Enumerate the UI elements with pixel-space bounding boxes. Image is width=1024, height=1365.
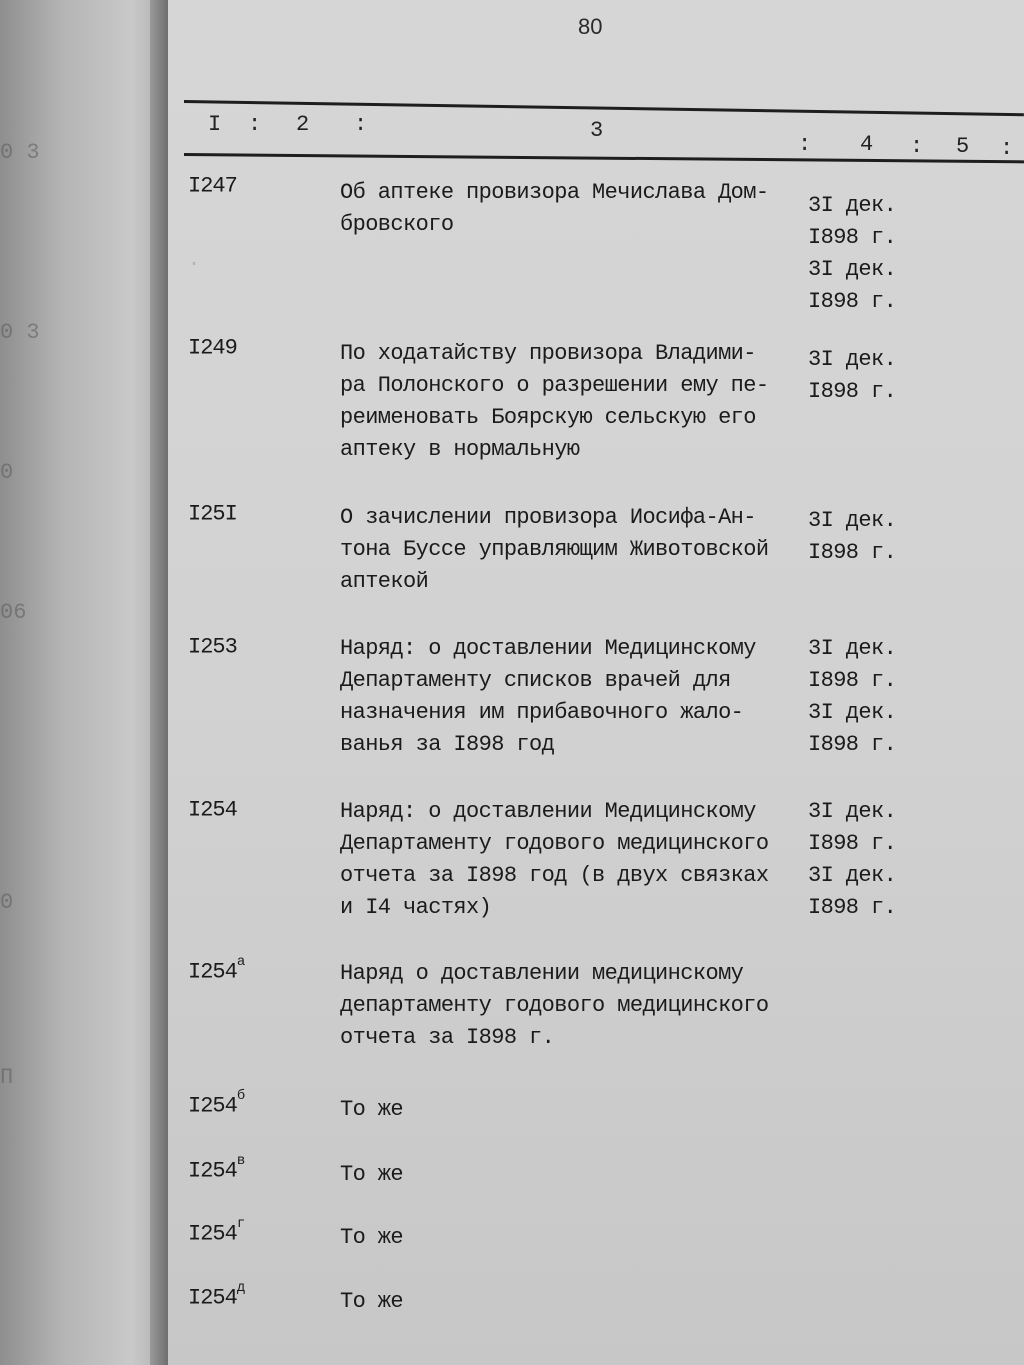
- item-number: I25I: [188, 501, 237, 527]
- left-page-bleed: П: [0, 1065, 14, 1090]
- column-separator: :: [248, 112, 262, 137]
- left-page-bleed: 0 3: [0, 320, 40, 345]
- column-header-3: 3: [590, 118, 604, 143]
- column-header-5: 5: [956, 134, 970, 159]
- item-number: I254: [188, 797, 237, 823]
- item-number: I253: [188, 634, 237, 660]
- archive-page: [168, 0, 1024, 1365]
- header-bottom-rule: [184, 153, 1024, 163]
- column-header-2: 2: [296, 112, 310, 137]
- item-dates: 3I дек. I898 г. 3I дек. I898 г.: [808, 193, 897, 314]
- column-header-1: I: [208, 112, 222, 137]
- item-dates: 3I дек. I898 г.: [808, 508, 897, 565]
- left-page-bleed: 0: [0, 460, 14, 485]
- item-dates: 3I дек. I898 г. 3I дек. I898 г.: [808, 636, 897, 757]
- item-title: Наряд: о доставлении Медицинскому Департаменту годового медицинского отчета за I898 год (в двух связках и I4 частях): [340, 799, 769, 920]
- item-number: $I254^г$: [188, 1216, 245, 1247]
- left-page-bleed: 0 3: [0, 140, 40, 165]
- column-separator: :: [1000, 136, 1014, 161]
- item-title: Наряд о доставлении медицинскому департаменту годового медицинского отчета за I898 г.: [340, 961, 769, 1050]
- page-number: 80: [578, 14, 603, 39]
- item-title: Об аптеке провизора Мечислава Дом- бровского: [340, 180, 769, 237]
- item-title: О зачислении провизора Иосифа-Ан- тона Буссе управляющим Животовской аптекой: [340, 505, 769, 594]
- item-title: По ходатайству провизора Владими- ра Полонского о разрешении ему пе- реименовать Боярскую сельскую его аптеку в нормальную: [340, 341, 769, 462]
- item-number: $I254^а$: [188, 954, 245, 985]
- item-title: Наряд: о доставлении Медицинскому Департаменту списков врачей для назначения им прибавочного жало- ванья за I898 год: [340, 636, 756, 757]
- column-separator: :: [354, 112, 368, 137]
- item-dates: 3I дек. I898 г. 3I дек. I898 г.: [808, 799, 897, 920]
- left-page: [0, 0, 175, 1365]
- item-number: $I254^в$: [188, 1153, 245, 1184]
- show-through-mark: ·: [188, 253, 201, 276]
- item-title: То же: [340, 1162, 404, 1187]
- item-dates: 3I дек. I898 г.: [808, 347, 897, 404]
- left-page-bleed: 0: [0, 890, 14, 915]
- left-page-bleed: 06: [0, 600, 27, 625]
- column-separator: :: [910, 134, 924, 159]
- column-header-4: 4: [860, 132, 874, 157]
- header-top-rule: [184, 100, 1024, 116]
- column-separator: :: [798, 132, 812, 157]
- item-number: $I254^б$: [188, 1088, 245, 1119]
- item-number: $I254^д$: [188, 1280, 245, 1311]
- item-title: То же: [340, 1289, 404, 1314]
- item-number: I249: [188, 335, 237, 361]
- item-title: То же: [340, 1225, 404, 1250]
- item-number: I247: [188, 173, 237, 199]
- item-title: То же: [340, 1097, 404, 1122]
